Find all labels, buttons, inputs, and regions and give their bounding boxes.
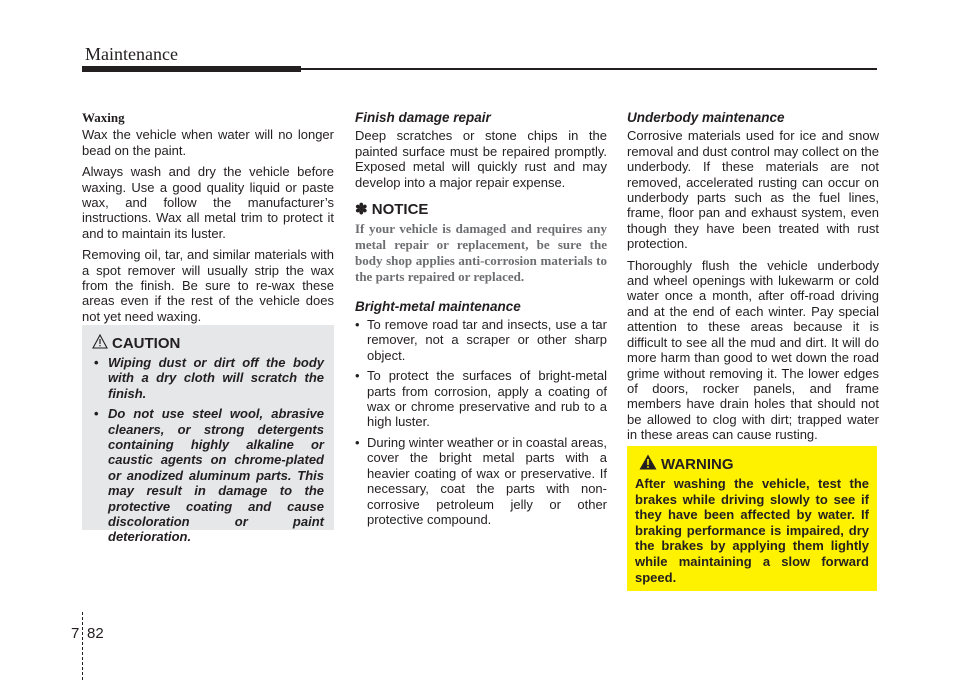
bright-metal-list — [355, 317, 607, 527]
column-finish — [355, 110, 607, 532]
finish-damage-text: Deep scratches or stone chips in the painted surface must be repaired promptly. Exposed metal will quickly rust and may develop into a major repair expense. — [355, 128, 607, 190]
notice-text: If your vehicle is damaged and requires any metal repair or replacement, be sure the body shop applies anti-corrosion materials to the parts repaired or replaced. — [355, 221, 607, 284]
page-divider — [82, 612, 84, 680]
warning-title: WARNING — [661, 456, 734, 473]
column-waxing — [82, 110, 334, 330]
caution-title: CAUTION — [112, 335, 181, 352]
notice-heading: ✽ NOTICE — [355, 201, 429, 219]
column-underbody — [627, 110, 879, 449]
caution-item: • Do not use steel wool, abrasive cleaners, or strong detergents containing highly alkaline or caustic agents on chrome-plated or anodized aluminum parts. This may result in damage to the protective coating and cause discoloration or paint deterioration. — [94, 406, 324, 545]
caution-item: • Wiping dust or dirt off the body with a dry cloth will scratch the finish. — [94, 355, 324, 401]
header-bar — [82, 66, 301, 72]
section-title: Maintenance — [85, 44, 178, 64]
finish-damage-heading: Finish damage repair — [355, 110, 491, 125]
caution-list — [92, 355, 324, 550]
header-rule — [301, 68, 877, 70]
warning-text: After washing the vehicle, test the brakes while driving slowly to see if they have been affected by water. If braking performance is impaired, dry the brakes by applying them lightly while maintaining a slow forward speed. — [635, 476, 869, 585]
underbody-paragraph: Thoroughly flush the vehicle underbody and wheel openings with lukewarm or cold water once a month, after off-road driving and at the end of each winter. Pay special attention to these areas because it is difficult to see all the mud and dirt. It will do more harm than good to wet down the road grime without removing it. The lower edges of doors, rocker panels, and frame members have drain holes that should not be allowed to clog with dirt; trapped water in these areas can cause rusting. — [627, 257, 879, 443]
list-item: • To remove road tar and insects, use a tar remover, not a scraper or other sharp object. — [355, 317, 607, 363]
page-number: 82 — [87, 625, 104, 642]
waxing-paragraph: Wax the vehicle when water will no longer bead on the paint. — [82, 127, 334, 158]
bright-metal-heading: Bright-metal maintenance — [355, 298, 521, 314]
warning-box — [627, 446, 877, 591]
waxing-paragraph: Always wash and dry the vehicle before waxing. Use a good quality liquid or paste wax, and follow the manufacturer’s instructions. Wax all metal trim to protect it and to maintain its luster. — [82, 164, 334, 241]
list-item: • To protect the surfaces of bright-metal parts from corrosion, apply a coating of wax or chrome preservative and rub to a high luster. — [355, 368, 607, 430]
underbody-paragraph: Corrosive materials used for ice and snow removal and dust control may collect on the underbody. If these materials are not removed, accelerated rusting can occur on underbody parts such as the fuel lines, frame, floor pan and exhaust system, even though they have been treated with rust protection. — [627, 128, 879, 252]
chapter-number: 7 — [71, 625, 80, 642]
waxing-heading: Waxing — [82, 110, 125, 125]
underbody-heading: Underbody maintenance — [627, 110, 785, 125]
warning-triangle-icon — [92, 334, 108, 349]
warning-triangle-icon — [639, 454, 657, 470]
list-item: • During winter weather or in coastal areas, cover the bright metal parts with a heavier coating of wax or preservative. If necessary, coat the parts with non-corrosive petroleum jelly or other protective compound. — [355, 434, 607, 527]
caution-box — [82, 325, 334, 545]
waxing-paragraph: Removing oil, tar, and similar materials with a spot remover will usually strip the wax from the finish. Be sure to re-wax these areas even if the rest of the vehicle does not yet need waxing. — [82, 247, 334, 324]
